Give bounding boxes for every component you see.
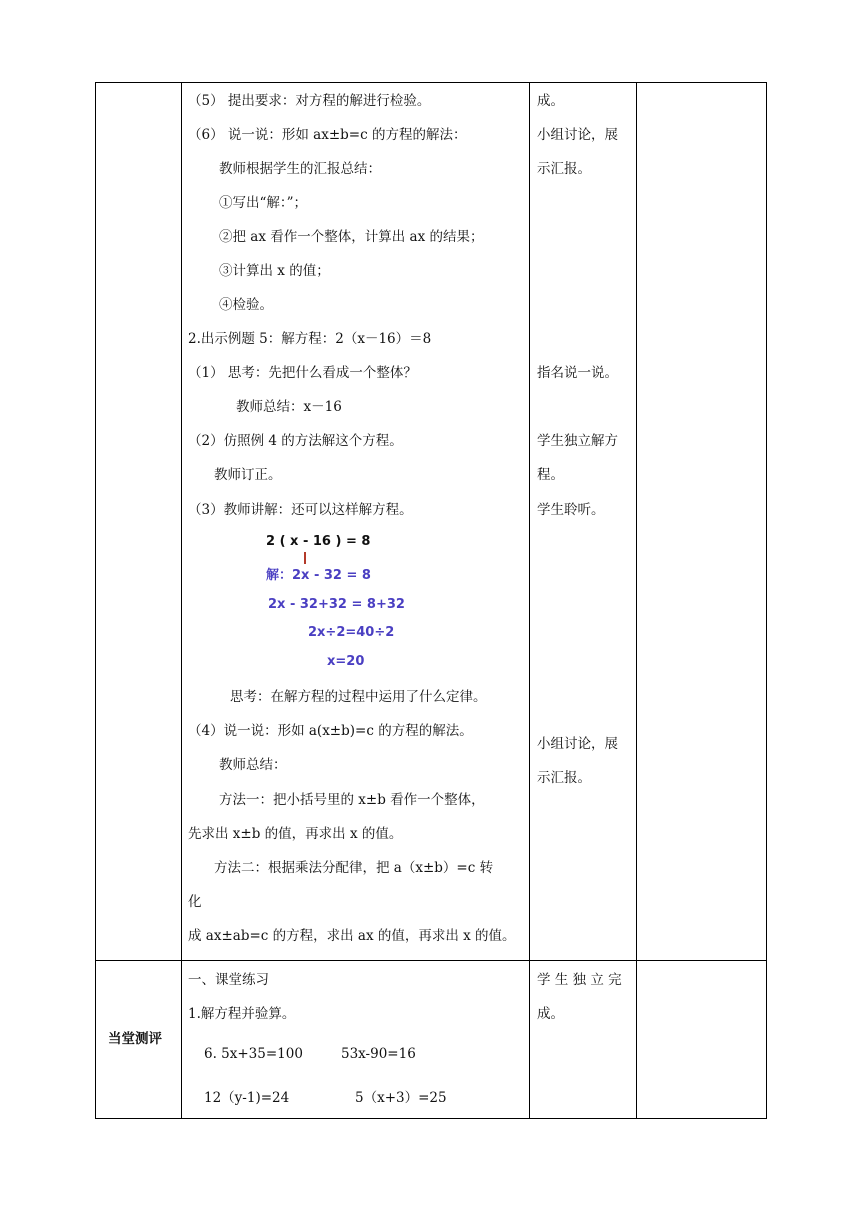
student-activity-3: 指名说一说。 (537, 365, 618, 381)
table-row-divider (95, 960, 767, 961)
equation-line-2: 解：2x - 32 = 8 (266, 568, 371, 583)
student-activity-2a: 小组讨论，展 (537, 127, 618, 143)
step-6-text: （6） 说一说：形如 ax±b=c 的方程的解法： (188, 127, 467, 143)
student-activity-practice-b: 成。 (537, 1006, 564, 1022)
question-4-text: （4）说一说：形如 a(x±b)=c 的方程的解法。 (188, 723, 473, 739)
student-activity-2b: 示汇报。 (537, 161, 591, 177)
table-left-border (95, 82, 96, 1119)
student-activity-6b: 示汇报。 (537, 770, 591, 786)
exercise-1: 6. 5x+35=100 (204, 1046, 303, 1062)
section-label-assessment: 当堂测评 (108, 1031, 162, 1047)
exercise-3: 12（y-1)=24 (204, 1090, 290, 1106)
method-1-text: 方法一：把小括号里的 x±b 看作一个整体， (219, 792, 485, 808)
table-right-border (766, 82, 767, 1119)
equation-line-3: 2x - 32+32 = 8+32 (268, 597, 405, 612)
method-2-continued: 成 ax±ab=c 的方程，求出 ax 的值，再求出 x 的值。 (188, 928, 516, 944)
student-activity-5: 学生聆听。 (537, 502, 605, 518)
practice-heading: 一、课堂练习 (188, 972, 269, 988)
teacher-correction-text: 教师订正。 (214, 467, 282, 483)
student-activity-1: 成。 (537, 93, 564, 109)
student-activity-4b: 程。 (537, 467, 564, 483)
summary-point-3: ③计算出 x 的值； (219, 263, 330, 279)
practice-instruction: 1.解方程并验算。 (188, 1006, 296, 1022)
equation-line-1: 2 ( x - 16 ) = 8 (266, 534, 371, 549)
method-2-text: 方法二：根据乘法分配律，把 a（x±b）=c 转 (214, 860, 494, 876)
table-col-divider-1 (181, 82, 182, 1119)
teacher-summary-label: 教师总结： (219, 757, 287, 773)
step-5-text: （5） 提出要求：对方程的解进行检验。 (188, 93, 431, 109)
method-2-wrap: 化 (188, 894, 202, 910)
summary-point-2: ②把 ax 看作一个整体，计算出 ax 的结果； (219, 229, 484, 245)
summary-point-1: ①写出“解：”； (219, 195, 308, 211)
table-bottom-border (95, 1118, 767, 1119)
table-top-border (95, 82, 767, 83)
teacher-summary-x16: 教师总结：x－16 (236, 399, 342, 415)
think-law-text: 思考：在解方程的过程中运用了什么定律。 (230, 689, 487, 705)
student-activity-4a: 学生独立解方 (537, 433, 618, 449)
equation-red-bar (304, 552, 306, 564)
summary-point-4: ④检验。 (219, 297, 273, 313)
equation-line-5: x=20 (327, 654, 365, 669)
example-5-title: 2.出示例题 5：解方程：2（x－16）＝8 (188, 331, 432, 347)
teacher-summary-text: 教师根据学生的汇报总结： (219, 161, 381, 177)
exercise-2: 53x-90=16 (341, 1046, 416, 1062)
student-activity-6a: 小组讨论，展 (537, 736, 618, 752)
method-1-continued: 先求出 x±b 的值，再求出 x 的值。 (188, 826, 403, 842)
student-activity-practice-a: 学 生 独 立 完 (537, 972, 622, 988)
exercise-4: 5（x+3）=25 (355, 1090, 447, 1106)
question-1-text: （1） 思考：先把什么看成一个整体？ (188, 365, 417, 381)
table-col-divider-2 (529, 82, 530, 1119)
question-3-text: （3）教师讲解：还可以这样解方程。 (188, 502, 413, 518)
table-col-divider-3 (636, 82, 637, 1119)
equation-line-4: 2x÷2=40÷2 (308, 625, 395, 640)
question-2-text: （2）仿照例 4 的方法解这个方程。 (188, 433, 403, 449)
